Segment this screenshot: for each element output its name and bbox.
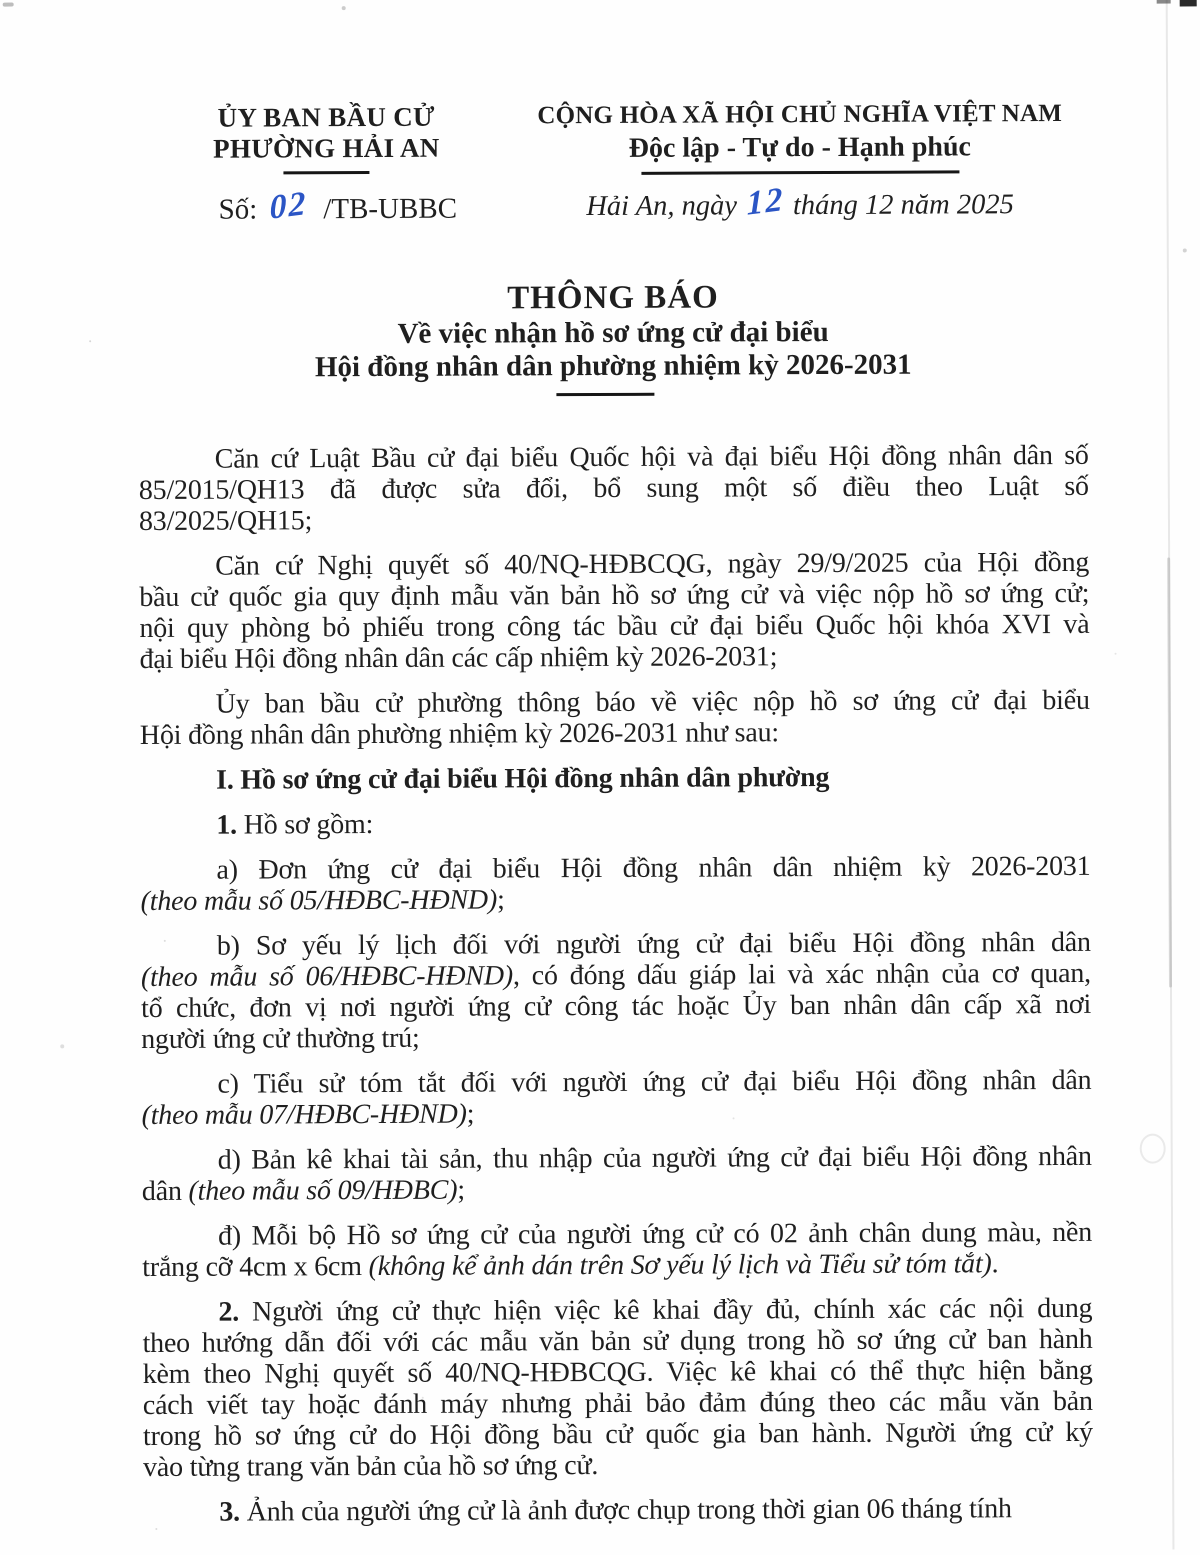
paragraph-can-cu-luat-line: 85/2015/QH13 đã được sửa đổi, bổ sung một số điều theo Luật số — [138, 470, 1089, 507]
item-a-don-ung-cu — [140, 851, 1090, 917]
item-dd-anh-chan-dung — [142, 1217, 1092, 1283]
paragraph-can-cu-luat-line: Căn cứ Luật Bầu cử đại biểu Quốc hội và đại biểu Hội đồng nhân dân số — [214, 439, 1089, 475]
item-dd-anh-chan-dung-line: trắng cỡ 4cm x 6cm (không kể ảnh dán trên Sơ yếu lý lịch và Tiểu sử tóm tắt). — [142, 1248, 999, 1284]
paragraph-thong-bao-nop-ho-so-line: Ủy ban bầu cử phường thông báo về việc nộp hồ sơ ứng cử đại biểu — [215, 684, 1090, 720]
authority-underline — [283, 171, 369, 174]
item-d-ban-ke-khai-line: dân (theo mẫu số 09/HĐBC); — [141, 1174, 465, 1208]
item-b-so-yeu-ly-lich-line: b) Sơ yếu lý lịch đối với người ứng cử đại biểu Hội đồng nhân dân — [216, 926, 1091, 962]
document-title-block — [138, 277, 1089, 398]
title-underline — [556, 393, 654, 396]
scan-artifact-top-left — [3, 3, 14, 7]
issuing-authority-block — [195, 102, 457, 175]
issuing-authority-line1: ỦY BAN BẦU CỬ — [217, 101, 435, 133]
item-b-so-yeu-ly-lich-line: (theo mẫu số 06/HĐBC-HĐND), có đóng dấu giáp lai và xác nhận của cơ quan, — [140, 957, 1092, 994]
item-d-ban-ke-khai-line: d) Bản kê khai tài sản, thu nhập của người ứng cử đại biểu Hội đồng nhân — [217, 1140, 1092, 1176]
document-number-line — [218, 184, 458, 227]
item-2-ke-khai-line: kèm theo Nghị quyết số 40/NQ-HĐBCQG. Việc kê khai có thể thực hiện bằng — [142, 1354, 1093, 1391]
paragraph-thong-bao-nop-ho-so-line: Hội đồng nhân dân phường nhiệm kỳ 2026-2031 như sau: — [139, 717, 779, 752]
paragraph-can-cu-nghi-quyet-line: nội quy phòng bỏ phiếu trong công tác bầu cử đại biểu Quốc hội khóa XVI và — [139, 608, 1090, 645]
national-motto-line2: Độc lập - Tự do - Hạnh phúc — [628, 131, 972, 164]
item-b-so-yeu-ly-lich — [141, 927, 1092, 1055]
item-a-don-ung-cu-line: (theo mẫu số 05/HĐBC-HĐND); — [140, 884, 505, 918]
document-number-label: Số: — [218, 193, 258, 226]
document-number-suffix: /TB-UBBC — [323, 192, 458, 226]
heading-section-i-line: I. Hồ sơ ứng cử đại biểu Hội đồng nhân dân phường — [216, 761, 830, 796]
motto-underline — [641, 170, 959, 174]
paragraph-can-cu-luat — [139, 440, 1089, 537]
issuing-authority-line2: PHƯỜNG HẢI AN — [213, 132, 440, 164]
item-3-anh-nguoi-ung-cu — [143, 1493, 1093, 1528]
item-1-ho-so-gom — [140, 806, 1090, 841]
item-2-ke-khai-line: theo hướng dẫn đối với các mẫu văn bản sử dụng trong hồ sơ ứng cử ban hành — [142, 1323, 1093, 1360]
place-date-line — [538, 180, 1063, 223]
document-content — [138, 277, 1093, 1542]
handwritten-document-number: 02 — [268, 184, 308, 227]
scan-artifact-top-right-2 — [1157, 0, 1171, 4]
item-2-ke-khai — [142, 1293, 1093, 1483]
document-title: THÔNG BÁO — [507, 279, 719, 317]
item-2-ke-khai-line: cách viết tay hoặc đánh máy nhưng phải bảo đảm đúng theo các mẫu văn bản — [142, 1385, 1093, 1422]
document-subtitle-line2: Hội đồng nhân dân phường nhiệm kỳ 2026-2031 — [314, 348, 912, 384]
item-2-ke-khai-line: 2. Người ứng cử thực hiện việc kê khai đầy đủ, chính xác các nội dung — [218, 1292, 1093, 1328]
paragraph-can-cu-nghi-quyet — [139, 547, 1090, 675]
scan-edge-line-dark-segment — [1167, 558, 1172, 988]
document-subtitle-line1: Về việc nhận hồ sơ ứng cử đại biểu — [397, 315, 829, 350]
item-d-ban-ke-khai — [142, 1141, 1092, 1207]
item-2-ke-khai-line: trong hồ sơ ứng cử do Hội đồng bầu cử quốc gia ban hành. Người ứng cử ký — [142, 1416, 1094, 1453]
scan-artifact-top-right — [1180, 0, 1197, 6]
item-1-ho-so-gom-line: 1. Hồ sơ gồm: — [216, 808, 374, 841]
paragraph-can-cu-nghi-quyet-line: Căn cứ Nghị quyết số 40/NQ-HĐBCQG, ngày 29/9/2025 của Hội đồng — [215, 546, 1090, 582]
handwritten-day: 12 — [746, 180, 786, 223]
item-c-tieu-su-tom-tat-line: c) Tiểu sử tóm tắt đối với người ứng cử đại biểu Hội đồng nhân dân — [217, 1064, 1092, 1100]
item-3-anh-nguoi-ung-cu-line: 3. Ảnh của người ứng cử là ảnh được chụp trong thời gian 06 tháng tính — [219, 1493, 1012, 1528]
item-b-so-yeu-ly-lich-line: người ứng cử thường trú; — [141, 1022, 420, 1056]
item-2-ke-khai-line: vào từng trang văn bản của hồ sơ ứng cử. — [143, 1450, 599, 1484]
date-suffix: tháng 12 năm 2025 — [792, 189, 1014, 222]
item-a-don-ung-cu-line: a) Đơn ứng cử đại biểu Hội đồng nhân dân nhiệm kỳ 2026-2031 — [216, 850, 1091, 886]
paragraph-thong-bao-nop-ho-so — [140, 685, 1090, 751]
national-motto-line1: CỘNG HÒA XÃ HỘI CHỦ NGHĨA VIỆT NAM — [537, 99, 1063, 130]
paragraph-can-cu-nghi-quyet-line: đại biểu Hội đồng nhân dân các cấp nhiệm kỳ 2026-2031; — [139, 641, 778, 676]
paragraph-can-cu-luat-line: 83/2025/QH15; — [138, 505, 313, 538]
scan-artifact-ring — [1140, 1134, 1166, 1164]
national-header-block — [537, 99, 1063, 223]
heading-section-i — [140, 761, 1090, 796]
paragraph-can-cu-nghi-quyet-line: bầu cử quốc gia quy định mẫu văn bản hồ sơ ứng cử và việc nộp hồ sơ ứng cử; — [139, 577, 1090, 614]
date-place-prefix: Hải An, ngày — [586, 190, 738, 223]
item-b-so-yeu-ly-lich-line: tổ chức, đơn vị nơi người ứng cử công tác hoặc Ủy ban nhân dân cấp xã nơi — [141, 988, 1092, 1025]
item-c-tieu-su-tom-tat — [141, 1065, 1091, 1131]
document-body — [139, 440, 1094, 1528]
item-c-tieu-su-tom-tat-line: (theo mẫu 07/HĐBC-HĐND); — [141, 1098, 475, 1132]
item-dd-anh-chan-dung-line: đ) Mỗi bộ Hồ sơ ứng cử của người ứng cử có 02 ảnh chân dung màu, nền — [218, 1216, 1093, 1252]
